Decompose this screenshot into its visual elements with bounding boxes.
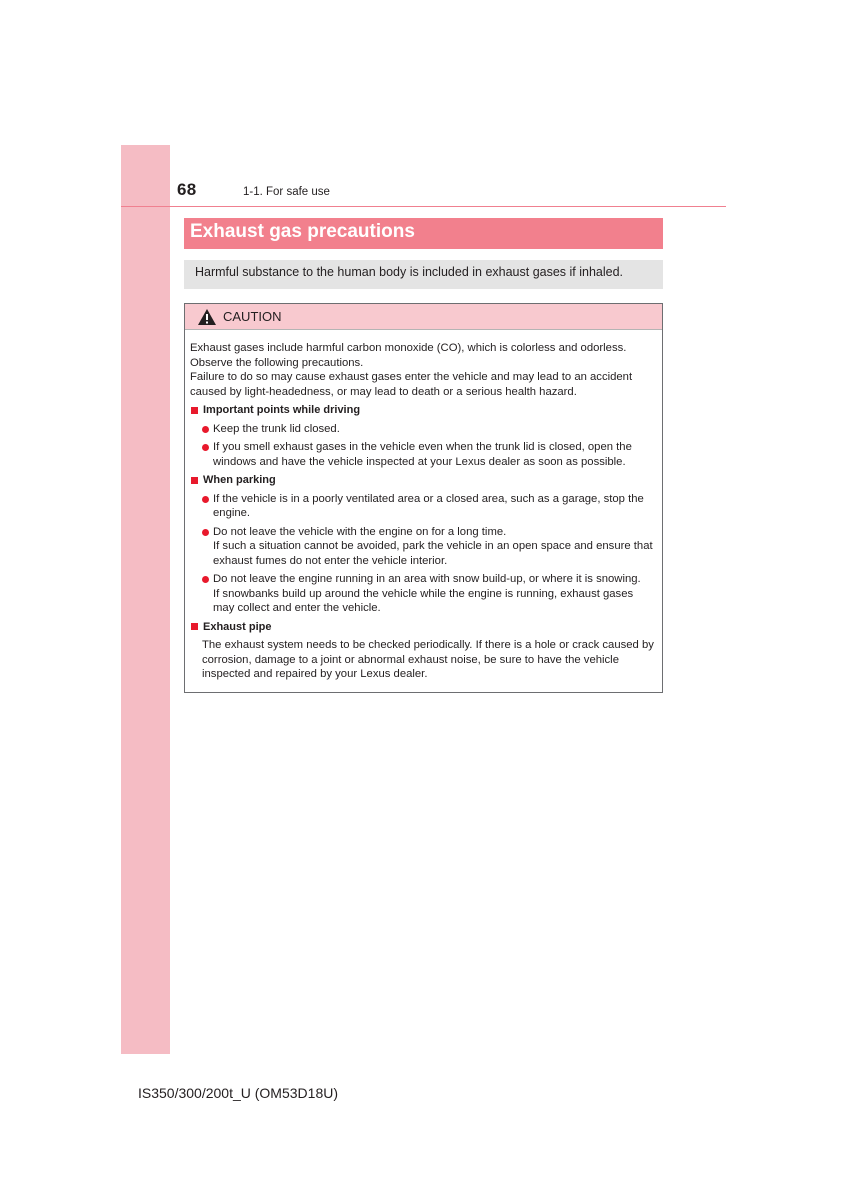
caution-box [184,303,663,693]
caution-paragraph: Exhaust gases include harmful carbon monoxide (CO), which is colorless and odorless. Observe the following precautions. [190,342,627,369]
caution-body [185,330,662,682]
subheading-driving: Important points while driving [190,403,657,418]
subheading-exhaust-pipe: Exhaust pipe [190,620,657,635]
red-dot-icon [202,444,209,451]
red-square-icon [191,623,198,630]
list-item: If the vehicle is in a poorly ventilated area or a closed area, such as a garage, stop the engine. [190,492,657,521]
section-label: 1-1. For safe use [243,186,330,198]
red-dot-icon [202,426,209,433]
section-title: Exhaust gas precautions [184,218,663,249]
model-code: IS350/300/200t_U (OM53D18U) [138,1085,338,1101]
caution-paragraph: Failure to do so may cause exhaust gases enter the vehicle and may lead to an accident caused by light-headedness, or may lead to death or a serious health hazard. [190,371,633,398]
exhaust-pipe-text: The exhaust system needs to be checked periodically. If there is a hole or crack caused by corrosion, damage to a joint or abnormal exhaust noise, be sure to have the vehicle inspected and repaired by your Lexus dealer. [202,639,654,680]
intro-text: Harmful substance to the human body is included in exhaust gases if inhaled. [184,260,663,289]
list-item: If you smell exhaust gases in the vehicle even when the trunk lid is closed, open the windows and have the vehicle inspected at your Lexus dealer as soon as possible. [190,440,657,469]
caution-heading: CAUTION [223,309,282,324]
red-square-icon [191,477,198,484]
warning-triangle-icon [197,308,217,326]
list-item: Keep the trunk lid closed. [190,422,657,437]
list-item: Do not leave the engine running in an area with snow build-up, or where it is snowing. If snowbanks build up around the vehicle while the engine is running, exhaust gases may collect and enter the vehicle. [190,572,657,616]
page-number: 68 [177,180,197,199]
list-item: Do not leave the vehicle with the engine on for a long time. If such a situation cannot be avoided, park the vehicle in an open space and ensure that exhaust fumes do not enter the vehicle interior. [190,525,657,569]
red-dot-icon [202,496,209,503]
red-square-icon [191,407,198,414]
subheading-parking: When parking [190,473,657,488]
red-dot-icon [202,576,209,583]
chapter-side-tab [121,145,170,1054]
caution-header [185,304,662,330]
header-rule [121,206,726,207]
red-dot-icon [202,529,209,536]
